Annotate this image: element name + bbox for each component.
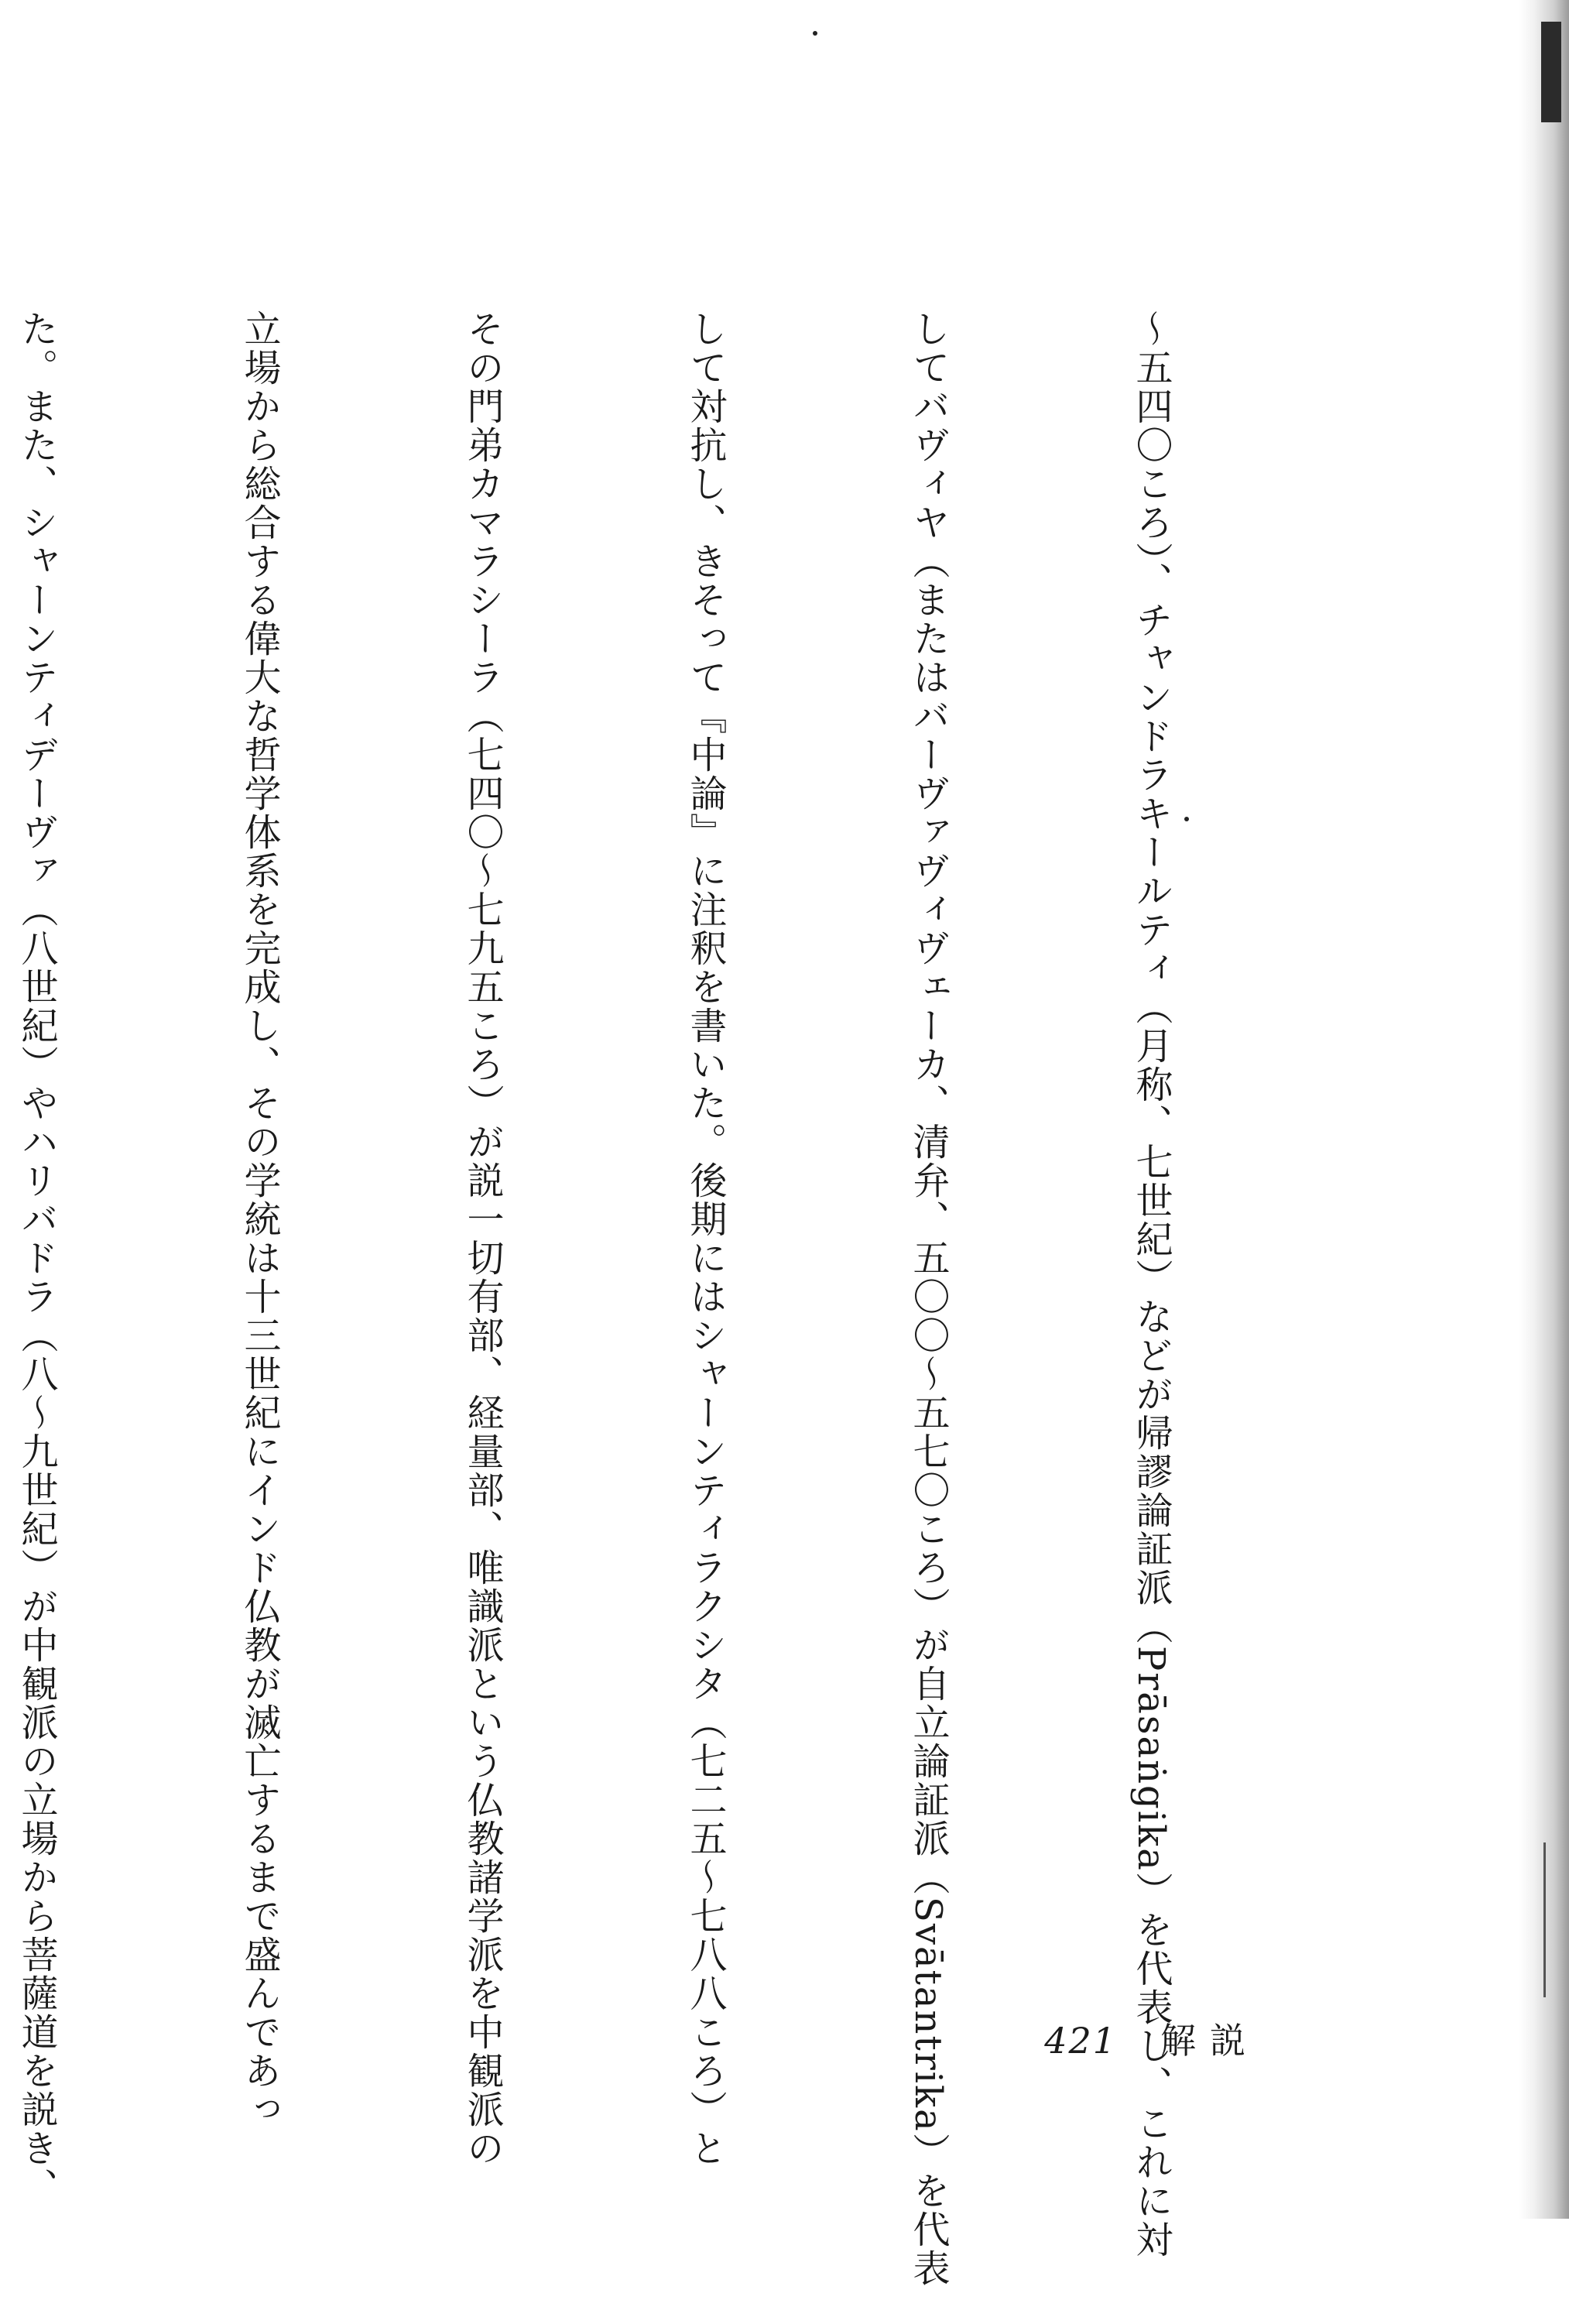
text-column: その門弟カマラシーラ（七四〇〜七九五ころ）が説一切有部、経量部、唯識派という仏教諸学派を中観派の bbox=[461, 310, 504, 2168]
scan-binding-edge bbox=[1519, 0, 1569, 2219]
running-title: 解説 bbox=[1160, 2020, 1259, 2062]
scan-speck bbox=[813, 31, 817, 36]
text-column: 立場から総合する偉大な哲学体系を完成し、その学統は十三世紀にインド仏教が滅亡するまで盛んであっ bbox=[238, 310, 281, 2129]
text-column: た。また、シャーンティデーヴァ（八世紀）やハリバドラ（八〜九世紀）が中観派の立場から菩薩道を説き、 bbox=[15, 310, 58, 2206]
page-footer bbox=[1044, 2013, 1259, 2064]
scan-edge-mark bbox=[1541, 22, 1561, 122]
page-number: 421 bbox=[1044, 2020, 1117, 2062]
text-column: 〜五四〇ころ）、チャンドラキールティ（月称、七世紀）などが帰謬論証派（Prāsaṅgika）を代表し、これに対 bbox=[1129, 310, 1173, 2259]
text-column: してバヴィヤ（またはバーヴァヴィヴェーカ、清弁、五〇〇〜五七〇ころ）が自立論証派（Svātantrika）を代表 bbox=[906, 310, 950, 2288]
scan-edge-line bbox=[1543, 1842, 1546, 1997]
text-column: して対抗し、きそって『中論』に注釈を書いた。後期にはシャーンティラクシタ（七二五〜七八八ころ）と bbox=[683, 310, 727, 2168]
